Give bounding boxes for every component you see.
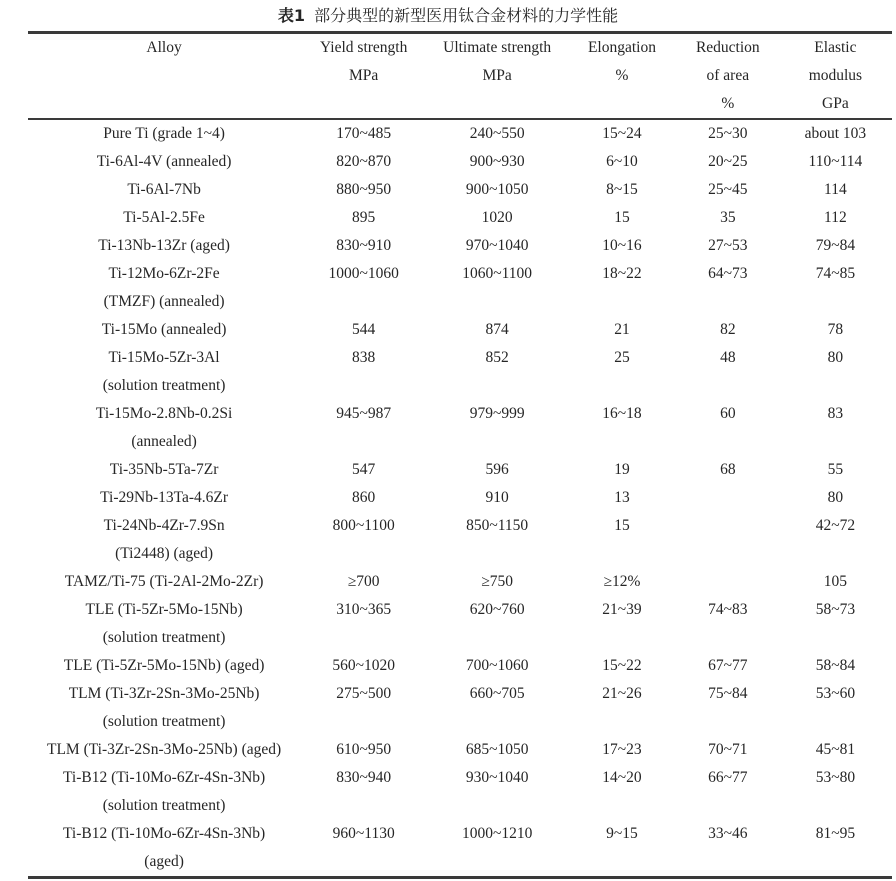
cell-yield-strength: 830~910 [336,237,392,254]
cell-ultimate-strength: 240~550 [469,125,525,142]
alloy-name: Ti-6Al-7Nb [127,181,201,198]
cell-alloy [28,736,300,764]
cell-ultimate-strength: 930~1040 [465,769,529,786]
cell-elongation: 6~10 [606,153,638,170]
alloy-name: TLM (Ti-3Zr-2Sn-3Mo-25Nb) [68,685,260,702]
table-row [28,456,892,484]
cell-alloy [28,512,300,568]
cell-alloy [28,148,300,176]
cell-elongation: 25 [614,349,630,366]
alloy-properties-table [28,31,892,879]
cell-alloy [28,456,300,484]
cell-elongation: 8~15 [606,181,638,198]
cell-alloy [28,260,300,316]
cell-elastic-modulus: 74~85 [815,265,856,282]
table-row [28,820,892,878]
header-line: MPa [482,67,512,84]
header-line: Alloy [146,39,182,56]
table-row [28,176,892,204]
cell-alloy [28,680,300,736]
cell-yield-strength: 945~987 [336,405,392,422]
alloy-name: TLE (Ti-5Zr-5Mo-15Nb) (aged) [63,657,265,674]
cell-reduction-of-area: 68 [720,461,736,478]
cell-elastic-modulus: 81~95 [815,825,856,842]
cell-yield-strength: 830~940 [336,769,392,786]
cell-elastic-modulus: 55 [827,461,844,478]
header-line: MPa [349,67,379,84]
cell-alloy [28,568,300,596]
cell-reduction-of-area: 33~46 [708,825,748,842]
alloy-condition-note: (solution treatment) [102,377,226,394]
cell-elongation: 13 [614,489,630,506]
cell-elastic-modulus: 83 [827,405,844,422]
table-header [28,33,892,120]
alloy-name: TAMZ/Ti-75 (Ti-2Al-2Mo-2Zr) [64,573,264,590]
cell-yield-strength: 838 [352,349,376,366]
cell-elongation: 18~22 [602,265,642,282]
table-row [28,596,892,652]
table-row [28,484,892,512]
cell-alloy [28,204,300,232]
cell-yield-strength: 170~485 [336,125,392,142]
alloy-name: Ti-35Nb-5Ta-7Zr [109,461,219,478]
cell-alloy [28,596,300,652]
cell-yield-strength: 560~1020 [332,657,395,674]
cell-reduction-of-area [677,484,779,512]
table-row [28,652,892,680]
cell-yield-strength: 547 [352,461,376,478]
alloy-name: Ti-24Nb-4Zr-7.9Sn [103,517,225,534]
cell-reduction-of-area: 64~73 [708,265,748,282]
cell-yield-strength: 275~500 [336,685,392,702]
cell-yield-strength: 880~950 [336,181,392,198]
table-row [28,400,892,456]
alloy-name: Ti-5Al-2.5Fe [123,209,205,226]
alloy-name: Ti-B12 (Ti-10Mo-6Zr-4Sn-3Nb) [62,825,266,842]
table-caption-text: 部分典型的新型医用钛合金材料的力学性能 [314,8,619,25]
column-header-ultimate-strength [427,33,567,120]
cell-elastic-modulus: 53~60 [815,685,856,702]
cell-elastic-modulus: 78 [827,321,844,338]
alloy-name: TLE (Ti-5Zr-5Mo-15Nb) [85,601,243,618]
header-line [300,90,427,118]
alloy-name: Ti-13Nb-13Zr (aged) [98,237,230,254]
alloy-name: Ti-12Mo-6Zr-2Fe [108,265,220,282]
header-line: Yield strength [319,39,408,56]
cell-alloy [28,176,300,204]
table-row [28,680,892,736]
cell-yield-strength: 800~1100 [332,517,395,534]
cell-elongation: 21~26 [602,685,642,702]
table-body [28,119,892,878]
cell-ultimate-strength: 1020 [481,209,513,226]
cell-alloy [28,400,300,456]
column-header-yield-strength [300,33,427,120]
cell-yield-strength: 820~870 [336,153,392,170]
cell-yield-strength: 310~365 [336,601,392,618]
table-row [28,148,892,176]
table-row [28,316,892,344]
cell-ultimate-strength: 1000~1210 [461,825,533,842]
column-header-elongation [567,33,677,120]
cell-elongation: 16~18 [602,405,642,422]
cell-ultimate-strength: 685~1050 [465,741,529,758]
cell-elongation: 21 [614,321,630,338]
cell-elongation: 17~23 [602,741,642,758]
header-line: modulus [808,67,863,84]
header-line [28,90,300,118]
cell-ultimate-strength: ≥750 [481,573,514,590]
table-row [28,119,892,148]
cell-alloy [28,484,300,512]
cell-reduction-of-area: 60 [720,405,736,422]
cell-ultimate-strength: 596 [485,461,509,478]
cell-ultimate-strength: 660~705 [469,685,525,702]
cell-ultimate-strength: 910 [485,489,509,506]
cell-elastic-modulus: 45~81 [815,741,856,758]
cell-alloy [28,232,300,260]
column-header-reduction-of-area [677,33,779,120]
cell-alloy [28,820,300,878]
cell-reduction-of-area [677,512,779,568]
cell-elastic-modulus: 80 [827,489,844,506]
cell-elastic-modulus: 53~80 [815,769,856,786]
cell-reduction-of-area: 35 [720,209,736,226]
cell-elongation: 10~16 [602,237,642,254]
cell-yield-strength: 960~1130 [332,825,395,842]
cell-elongation: 15~24 [602,125,642,142]
header-line: Ultimate strength [443,39,552,56]
cell-ultimate-strength: 1060~1100 [462,265,533,282]
cell-ultimate-strength: 620~760 [469,601,525,618]
table-row [28,568,892,596]
cell-elongation: 21~39 [602,601,642,618]
header-line [427,90,567,118]
cell-alloy [28,344,300,400]
cell-ultimate-strength: 900~930 [469,153,525,170]
cell-yield-strength: 1000~1060 [328,265,399,282]
header-line: of area [706,67,750,84]
table-number-label: 表1 [277,6,306,25]
cell-reduction-of-area: 25~30 [708,125,748,142]
cell-elastic-modulus: 114 [824,181,847,198]
cell-ultimate-strength: 850~1150 [466,517,529,534]
table-row [28,260,892,316]
cell-elongation: 15 [614,517,630,534]
cell-elastic-modulus: 79~84 [815,237,856,254]
cell-reduction-of-area: 67~77 [708,657,748,674]
alloy-name: Ti-6Al-4V (annealed) [96,153,232,170]
alloy-condition-note: (solution treatment) [102,629,226,646]
alloy-condition-note: (TMZF) (annealed) [103,293,225,310]
cell-elongation: 14~20 [602,769,642,786]
alloy-name: Ti-15Mo-2.8Nb-0.2Si [95,405,233,422]
column-header-alloy [28,33,300,120]
cell-reduction-of-area: 70~71 [708,741,748,758]
table-title [0,1,896,31]
cell-reduction-of-area: 48 [720,349,736,366]
cell-reduction-of-area: 20~25 [708,153,748,170]
header-line [567,90,677,118]
table-row [28,736,892,764]
header-line [28,62,300,90]
cell-ultimate-strength: 874 [485,321,509,338]
cell-alloy [28,316,300,344]
cell-elastic-modulus: 42~72 [815,517,856,534]
header-line: Elastic [814,39,857,56]
cell-reduction-of-area: 66~77 [708,769,748,786]
cell-elongation: 15 [614,209,630,226]
cell-elastic-modulus: 80 [827,349,844,366]
alloy-condition-note: (Ti2448) (aged) [115,545,214,562]
table-row [28,232,892,260]
cell-ultimate-strength: 700~1060 [465,657,529,674]
alloy-condition-note: (solution treatment) [102,797,226,814]
cell-yield-strength: 895 [352,209,376,226]
cell-alloy [28,764,300,820]
table-row [28,204,892,232]
cell-yield-strength: ≥700 [347,573,380,590]
alloy-name: Pure Ti (grade 1~4) [103,125,225,142]
alloy-name: Ti-29Nb-13Ta-4.6Zr [100,489,229,506]
cell-reduction-of-area: 74~83 [708,601,748,618]
cell-elastic-modulus: 105 [823,573,848,590]
cell-reduction-of-area [677,568,779,596]
cell-ultimate-strength: 852 [485,349,509,366]
cell-reduction-of-area: 27~53 [708,237,748,254]
cell-elongation: 9~15 [606,825,638,842]
alloy-name: Ti-B12 (Ti-10Mo-6Zr-4Sn-3Nb) [62,769,266,786]
column-header-elastic-modulus [779,33,892,120]
cell-elastic-modulus: 58~84 [815,657,856,674]
alloy-name: TLM (Ti-3Zr-2Sn-3Mo-25Nb) (aged) [47,741,282,758]
cell-alloy [28,652,300,680]
cell-yield-strength: 610~950 [336,741,392,758]
cell-elastic-modulus: 58~73 [815,601,856,618]
cell-elastic-modulus: 110~114 [808,153,863,170]
cell-elastic-modulus: 112 [824,209,847,226]
alloy-name: Ti-15Mo-5Zr-3Al [108,349,220,366]
alloy-condition-note: (solution treatment) [102,713,226,730]
alloy-name: Ti-15Mo (annealed) [101,321,227,338]
header-line: GPa [822,95,849,112]
table-row [28,512,892,568]
cell-reduction-of-area: 75~84 [708,685,748,702]
cell-elastic-modulus: about 103 [804,125,867,142]
cell-alloy [28,119,300,148]
cell-yield-strength: 860 [352,489,376,506]
cell-elongation: 19 [614,461,630,478]
table-row [28,344,892,400]
cell-ultimate-strength: 979~999 [469,405,525,422]
header-line: Reduction [695,39,760,56]
cell-reduction-of-area: 25~45 [708,181,748,198]
cell-ultimate-strength: 970~1040 [465,237,529,254]
alloy-condition-note: (aged) [144,853,184,870]
cell-elongation: ≥12% [603,573,641,590]
table-row [28,764,892,820]
cell-ultimate-strength: 900~1050 [465,181,529,198]
cell-reduction-of-area: 82 [720,321,736,338]
header-line: Elongation [587,39,656,56]
cell-yield-strength: 544 [352,321,376,338]
header-line: % [721,95,735,112]
alloy-condition-note: (annealed) [131,433,197,450]
cell-elongation: 15~22 [602,657,642,674]
header-line: % [615,67,629,84]
header-row [28,33,892,120]
